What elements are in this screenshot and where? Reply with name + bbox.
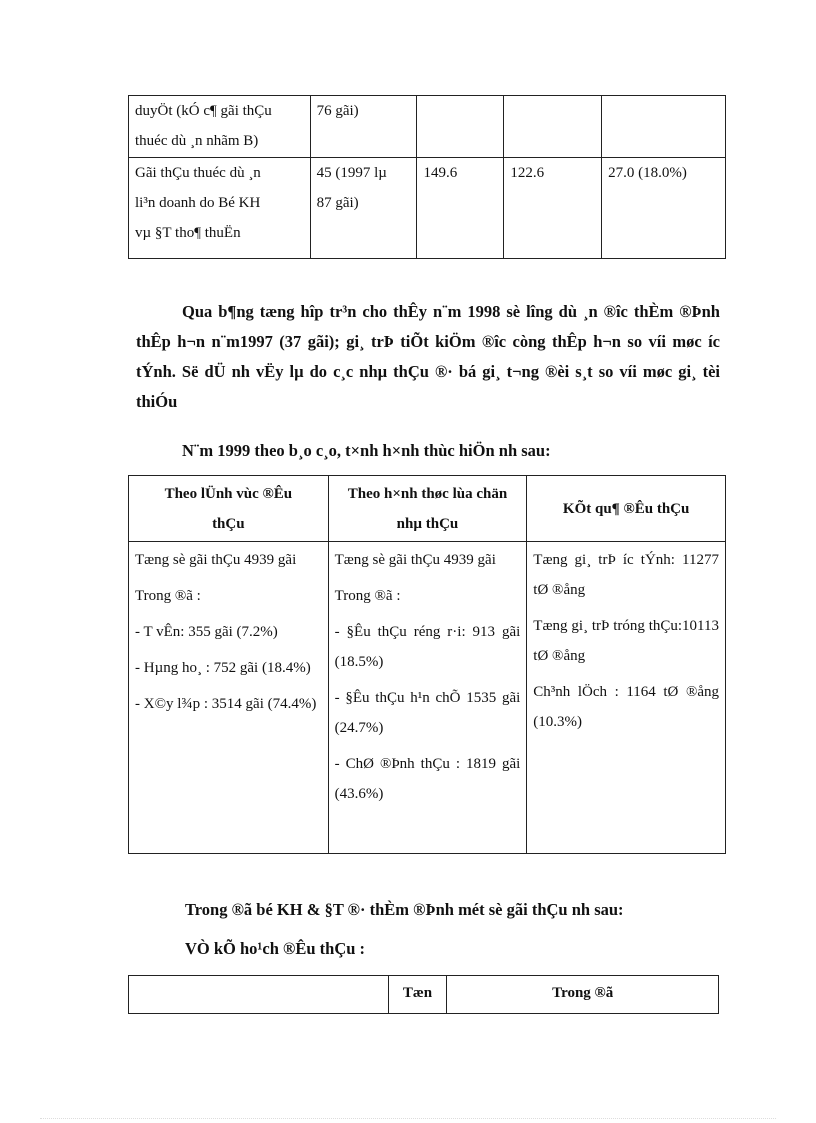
table-row <box>129 542 726 854</box>
column-header: KÕt qu¶ ®Êu thÇu <box>527 476 726 542</box>
cell-paragraph: Trong ®ã : <box>334 588 401 604</box>
column-header: Theo lÜnh vùc ®Êu thÇu <box>129 476 329 542</box>
page-bottom-rule <box>40 1118 776 1119</box>
results-table <box>128 475 726 854</box>
table-cell <box>417 96 504 158</box>
table-cell <box>602 96 726 158</box>
cell-paragraph: Trong ®ã : <box>135 588 201 604</box>
cell-line: 45 (1997 lµ <box>316 165 387 181</box>
cell-paragraph: - X©y l¾p : 3514 gãi (74.4%) <box>135 696 317 712</box>
table-cell: 149.6 <box>417 158 504 259</box>
table-cell <box>328 542 527 854</box>
table-cell <box>129 158 311 259</box>
cell-paragraph: Ch³nh lÖch : 1164 tØ ®ång (10.3%) <box>533 684 719 730</box>
plan-table <box>128 975 719 1014</box>
table-cell <box>310 96 417 158</box>
cell-paragraph: - T vÊn: 355 gãi (7.2%) <box>135 624 278 640</box>
table-row <box>129 96 726 158</box>
cell-line: 87 gãi) <box>316 195 359 211</box>
cell-line: duyÖt (kÓ c¶ gãi thÇu <box>135 103 272 119</box>
cell-paragraph: Tæng gi¸ trÞ íc tÝnh: 11277 tØ ®ång <box>533 552 719 598</box>
summary-paragraph: Qua b¶ng tæng hîp tr³n cho thÊy n¨m 1998 sè lîng dù ¸n ®îc thÈm ®Þnh thÊp h¬n n¨m1997 (37 gãi); gi¸ trÞ tiÕt kiÖm ®îc còng thÊp h¬n so víi møc íc tÝnh. Së dÜ nh vËy lµ do c¸c nhµ thÇu ®· bá gi¸ t¬ng ®èi s¸t so víi møc gi¸ tèi thiÓu <box>136 302 720 411</box>
cell-paragraph: - Hµng ho¸ : 752 gãi (18.4%) <box>135 660 311 676</box>
table-header-row <box>129 976 719 1014</box>
table-cell <box>129 542 329 854</box>
cell-line: vµ §T tho¶ thuËn <box>135 225 241 241</box>
table-cell <box>527 542 726 854</box>
column-header: Trong ®ã <box>447 976 719 1014</box>
table-cell <box>504 96 602 158</box>
cell-line: 76 gãi) <box>316 103 359 119</box>
cell-line: li³n doanh do Bé KH <box>135 195 261 211</box>
plan-heading: VÒ kÕ ho¹ch ®Êu thÇu : <box>185 939 366 958</box>
table-cell: 27.0 (18.0%) <box>602 158 726 259</box>
cell-line: Gãi thÇu thuéc dù ¸n <box>135 165 261 181</box>
cell-paragraph: Tæng gi¸ trÞ tróng thÇu:10113 tØ ®ång <box>533 618 719 664</box>
cell-paragraph: - ChØ ®Þnh thÇu : 1819 gãi (43.6%) <box>334 756 521 802</box>
table-row <box>129 158 726 259</box>
cell-paragraph: - §Êu thÇu réng r·i: 913 gãi (18.5%) <box>334 624 521 670</box>
table-cell <box>310 158 417 259</box>
table-cell <box>129 96 311 158</box>
cell-paragraph: Tæng sè gãi thÇu 4939 gãi <box>334 552 496 568</box>
column-header: Tæn <box>388 976 447 1014</box>
continuation-table <box>128 95 726 259</box>
section-heading: N¨m 1999 theo b¸o c¸o, t×nh h×nh thùc hiÖn nh sau: <box>182 441 551 460</box>
column-header <box>129 976 389 1014</box>
table-cell: 122.6 <box>504 158 602 259</box>
ministry-paragraph: Trong ®ã bé KH & §T ®· thÈm ®Þnh mét sè gãi thÇu nh sau: <box>185 900 624 919</box>
cell-paragraph: Tæng sè gãi thÇu 4939 gãi <box>135 552 297 568</box>
column-header: Theo h×nh thøc lùa chän nhµ thÇu <box>328 476 527 542</box>
table-header-row <box>129 476 726 542</box>
cell-line: thuéc dù ¸n nhãm B) <box>135 133 259 149</box>
cell-paragraph: - §Êu thÇu h¹n chÕ 1535 gãi (24.7%) <box>334 690 521 736</box>
